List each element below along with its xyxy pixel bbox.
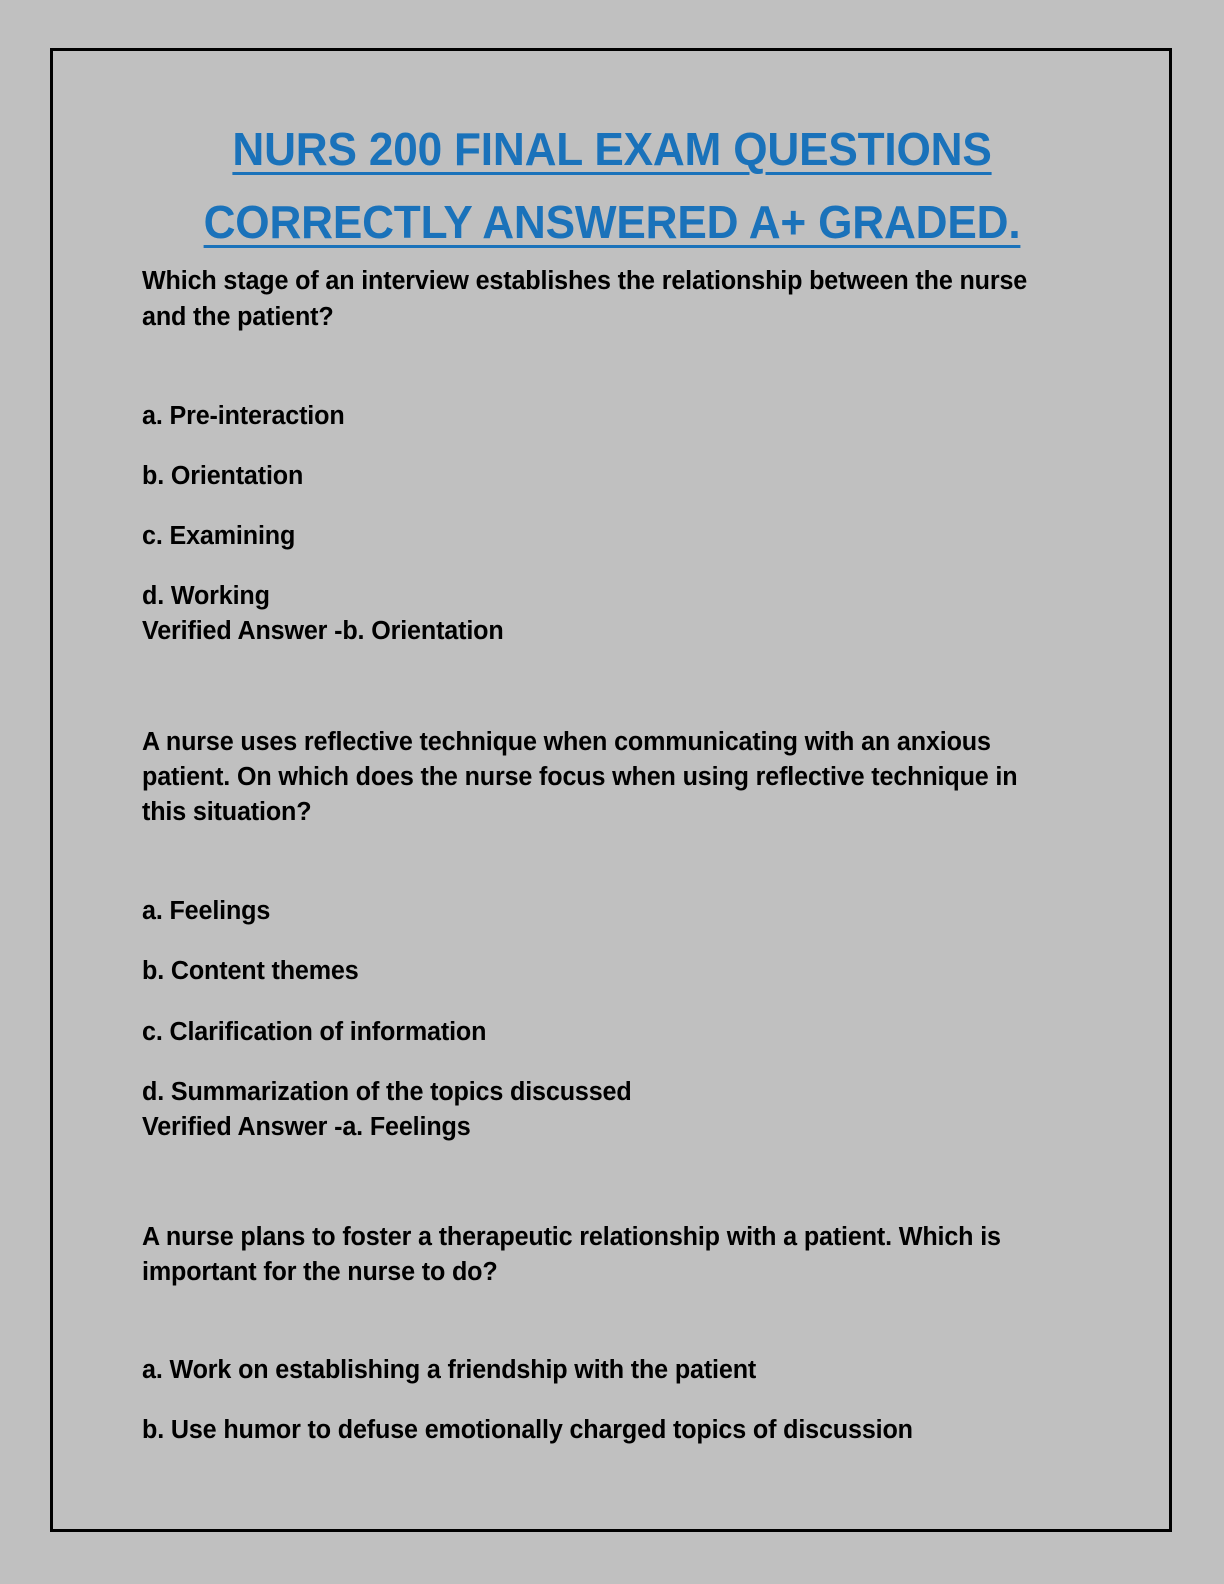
- question-2-option-d: d. Summarization of the topics discussed: [142, 1077, 632, 1106]
- document-page: [50, 48, 1172, 1532]
- spacer: [142, 830, 1082, 894]
- question-2-verified-answer: Verified Answer -a. Feelings: [142, 1112, 471, 1141]
- question-prompt-1: Which stage of an interview establishes the relationship between the nurse and the patient?: [142, 267, 1028, 331]
- question-block-3: [142, 1220, 1082, 1448]
- question-2-option-a: a. Feelings: [142, 897, 271, 926]
- question-block-2: [142, 725, 1082, 1146]
- document-body: [142, 113, 1082, 1473]
- question-block-1: [142, 264, 1082, 649]
- question-2-option-b: b. Content themes: [142, 957, 359, 986]
- question-1-option-c: c. Examining: [142, 522, 296, 551]
- question-prompt-2: A nurse uses reflective technique when communicating with an anxious patient. On which does the nurse focus when using reflective technique in this situation?: [142, 727, 1018, 827]
- page-title: [161, 113, 1063, 258]
- question-3-option-a: a. Work on establishing a friendship with the patient: [142, 1355, 757, 1384]
- question-prompt-3: A nurse plans to foster a therapeutic relationship with a patient. Which is important for the nurse to do?: [142, 1223, 1001, 1287]
- question-1-verified-answer: Verified Answer -b. Orientation: [142, 617, 504, 646]
- question-2-option-c: c. Clarification of information: [142, 1017, 487, 1046]
- spacer: [142, 1291, 1082, 1353]
- question-3-option-b: b. Use humor to defuse emotionally charged topics of discussion: [142, 1415, 913, 1444]
- question-1-option-b: b. Orientation: [142, 461, 304, 490]
- question-1-option-a: a. Pre-interaction: [142, 401, 345, 430]
- page-title-line-1: NURS 200 FINAL EXAM QUESTIONS: [232, 123, 992, 175]
- question-1-option-d: d. Working: [142, 582, 270, 611]
- spacer: [142, 650, 1082, 725]
- spacer: [142, 335, 1082, 399]
- spacer: [142, 1145, 1082, 1220]
- page-title-line-2: CORRECTLY ANSWERED A+ GRADED.: [203, 195, 1021, 248]
